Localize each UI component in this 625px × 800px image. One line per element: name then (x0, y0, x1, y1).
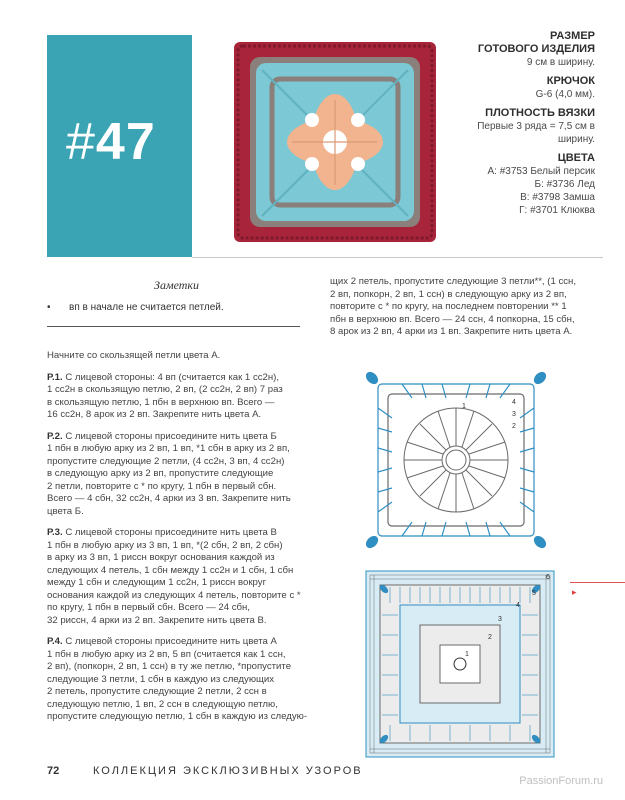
specs-panel (415, 30, 595, 217)
round-2-line: 2 петли, повторите с * по кругу, 1 пбн в первый сбн. (47, 480, 277, 492)
round-3 (47, 527, 309, 627)
site-watermark: PassionForum.ru (519, 775, 603, 787)
round-3-line: следующих 4 петель, 1 сбн между 1 сс2н и 1 сбн, 1 сбн (47, 564, 294, 576)
round-4-cont-line: 2 вп, попкорн, 2 вп, 1 ссн) в следующую арку из 2 вп, (330, 288, 567, 300)
round-4-line: 2 вп), (попкорн, 2 вп, 1 ссн) в ту же петлю, *пропустите (47, 661, 292, 672)
chart-label-round-4: 4 (512, 399, 516, 406)
chart-label-round-2: 2 (512, 423, 516, 430)
chart-square-label-1: 1 (465, 651, 469, 658)
chart-square-label-6: 6 (546, 574, 550, 581)
header-divider (192, 257, 603, 258)
round-1-line: С лицевой стороны: 4 вп (считается как 1 сс2н), (65, 371, 280, 383)
round-4 (47, 636, 309, 724)
round-2-line: 1 пбн в любую арку из 2 вп, 1 вп, *1 сбн в арку из 2 вп, (47, 443, 290, 454)
hook-value: G-6 (4,0 мм). (535, 89, 595, 100)
round-4-line: 2 петель, пропустите следующие 2 петли, 2 ссн в следующую петлю, 1 вп, 2 ссн в следующую петлю, пропустите следующую петлю, 1 сбн в каждую из следую- (47, 686, 308, 722)
color-item: А: #3753 Белый персик (487, 166, 595, 177)
round-4-label: Р.4. (47, 636, 63, 647)
notes-bullet-text: вп в начале не считается петлей. (69, 302, 224, 313)
page-number: 72 (47, 765, 60, 777)
size-value: 9 см в ширину. (526, 57, 595, 68)
round-2-line: Всего — 4 сбн, 32 сс2н, 4 арки из 3 вп. Закрепите нить (47, 493, 291, 504)
round-2-label: Р.2. (47, 430, 63, 442)
bullet-dot: • (47, 302, 51, 313)
round-2-line: С лицевой стороны присоедините нить цвета Б (65, 430, 277, 442)
round-2-line: цвета Б. (47, 505, 84, 517)
round-4-cont-line: пбн в верхнюю вп. Всего — 24 ссн, 4 попкорна, 15 сбн, (330, 313, 575, 325)
instructions-left-column (47, 350, 309, 733)
round-3-line: основания каждой из следующих 4 петель, повторите с * по кругу, 1 пбн в первый сбн. Всего — 24 сбн, (47, 589, 301, 613)
chart-label-start: 1 (462, 403, 466, 410)
round-1-label: Р.1. (47, 371, 63, 383)
round-3-line: С лицевой стороны присоедините нить цвета В (65, 527, 277, 538)
notes-title: Заметки (154, 278, 200, 292)
granny-square-photo (232, 40, 438, 244)
round-3-line: между 1 сбн и следующим 1 сс2н, 1 риссн вокруг (47, 577, 267, 588)
notes-bullet-item (47, 302, 224, 313)
round-4-line: следующие 3 петли, 1 сбн в каждую из следующих (47, 673, 275, 685)
pattern-number-value: 47 (95, 113, 156, 171)
pattern-number (66, 112, 156, 172)
round-3-line: в арку из 3 вп, 1 риссн вокруг основания каждой из (47, 552, 275, 563)
crochet-chart-square (360, 565, 560, 763)
round-4-cont-line: повторите с * по кругу, на последнем повторении ** 1 (330, 301, 567, 312)
round-4-line: 1 пбн в любую арку из 2 вп, 5 вп (считается как 1 ссн, (47, 648, 286, 660)
chart-label-round-3: 3 (512, 411, 516, 418)
round-3-line: 1 пбн в любую арку из 3 вп, 1 вп, *(2 сбн, 2 вп, 2 сбн) (47, 539, 283, 551)
notes-divider (47, 326, 300, 327)
colors-title: ЦВЕТА (557, 152, 595, 164)
round-4-continued (330, 276, 598, 339)
size-title-line1: РАЗМЕР (549, 30, 595, 42)
gauge-value-line1: Первые 3 ряда = 7,5 см в (477, 121, 595, 132)
gauge-title: ПЛОТНОСТЬ ВЯЗКИ (485, 107, 595, 119)
color-item: Г: #3701 Клюква (519, 205, 595, 216)
round-4-line: С лицевой стороны присоедините нить цвета А (65, 636, 277, 647)
crochet-chart-round (362, 368, 550, 552)
round-1-line: 16 сс2н, 8 арок из 2 вп. Закрепите нить цвета А. (47, 409, 262, 420)
size-title-line2: ГОТОВОГО ИЗДЕЛИЯ (477, 43, 595, 55)
round-3-label: Р.3. (47, 527, 63, 538)
chart-square-label-2: 2 (488, 634, 492, 641)
instructions-right-column (330, 276, 598, 348)
pattern-number-hash: # (66, 113, 96, 171)
hook-title: КРЮЧОК (546, 75, 595, 87)
chart-square-label-4: 4 (516, 602, 520, 609)
gauge-value-line2: ширину. (557, 134, 595, 145)
chart-square-label-3: 3 (498, 616, 502, 623)
round-4-cont-line: 8 арок из 2 вп, 4 арки из 1 вп. Закрепите нить цвета А. (330, 326, 573, 337)
intro-text: Начните со скользящей петли цвета А. (47, 350, 221, 361)
book-title: КОЛЛЕКЦИЯ ЭКСКЛЮЗИВНЫХ УЗОРОВ (93, 765, 363, 777)
color-item: В: #3798 Замша (520, 192, 595, 203)
round-3-line: 32 риссн, 4 арки из 2 вп. Закрепите нить цвета В. (47, 614, 267, 626)
triangle-right-icon: ▸ (572, 587, 577, 597)
accent-red-line (570, 582, 625, 583)
round-2 (47, 431, 309, 519)
round-4-cont-line: щих 2 петель, пропустите следующие 3 петли**, (1 ссн, (330, 276, 577, 287)
round-2-line: в следующую арку из 2 вп, пропустите следующие (47, 468, 274, 479)
round-2-line: пропустите следующие 2 петли, (4 сс2н, 3 вп, 4 сс2н) (47, 455, 285, 467)
color-item: Б: #3736 Лед (534, 179, 595, 190)
round-1 (47, 372, 309, 422)
round-1-line: в скользящую петлю, 1 пбн в верхнюю вп. Всего — (47, 396, 275, 408)
round-1-line: 1 сс2н в скользящую петлю, 2 вп, (2 сс2н, 2 вп) 7 раз (47, 384, 283, 395)
chart-square-label-5: 5 (532, 590, 536, 597)
